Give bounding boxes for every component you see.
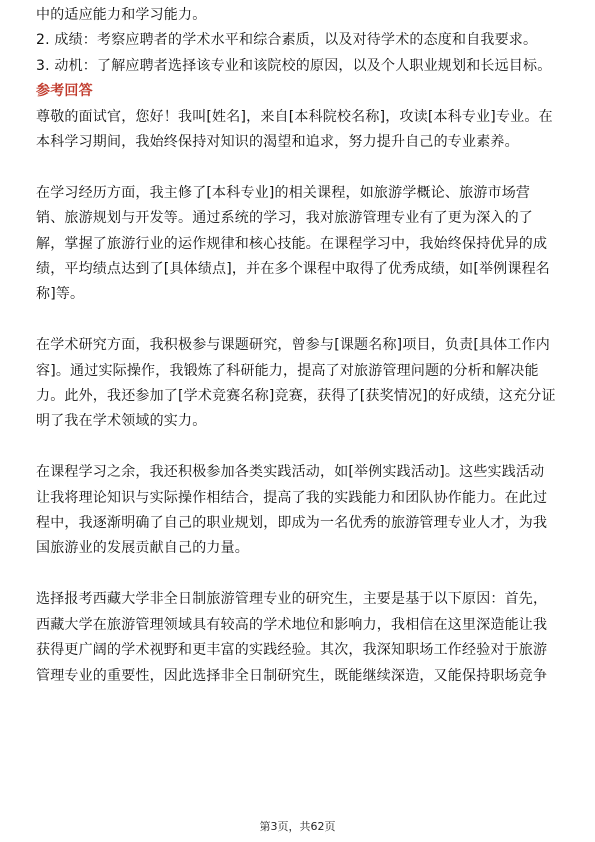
paragraph-study-experience: 在学习经历方面，我主修了[本科专业]的相关课程，如旅游学概论、旅游市场营销、旅游规划与开发等。通过系统的学习，我对旅游管理专业有了更为深入的了解，掌握了旅游行业的运作规律和核心技能。在课程学习中，我始终保持优异的成绩，平均绩点达到了[具体绩点]，并在多个课程中取得了优秀成绩，如[举例课程名称]等。 [36, 184, 550, 303]
section-heading: 参考回答 [36, 83, 93, 100]
paragraph-spacer [36, 308, 558, 333]
list-item-score: 2. 成绩：考察应聘者的学术水平和综合素质，以及对待学术的态度和自我要求。 [36, 32, 538, 49]
paragraph-practice: 在课程学习之余，我还积极参加各类实践活动，如[举例实践活动]。这些实践活动让我将理论知识与实际操作相结合，提高了我的实践能力和团队协作能力。在此过程中，我逐渐明确了自己的职业规划，即成为一名优秀的旅游管理专业人才，为我国旅游业的发展贡献自己的力量。 [36, 464, 548, 557]
paragraph-spacer [36, 155, 558, 180]
page-content [36, 3, 558, 689]
paragraph-greeting: 尊敬的面试官，您好！我叫[姓名]，来自[本科院校名称]，攻读[本科专业]专业。在本科学习期间，我始终保持对知识的渴望和追求，努力提升自己的专业素养。 [36, 108, 553, 151]
paragraph-spacer [36, 435, 558, 460]
page-footer: 第3页，共62页 [259, 820, 336, 833]
paragraph-reason: 选择报考西藏大学非全日制旅游管理专业的研究生，主要是基于以下原因：首先，西藏大学在旅游管理领域具有较高的学术地位和影响力，我相信在这里深造能让我获得更广阔的学术视野和更丰富的实践经验。其次，我深知职场工作经验对于旅游管理专业的重要性，因此选择非全日制研究生，既能继续深造，又能保持职场竞争 [36, 591, 548, 684]
list-item-motivation: 3. 动机：了解应聘者选择该专业和该院校的原因，以及个人职业规划和长远目标。 [36, 57, 552, 74]
paragraph-intro-tail: 中的适应能力和学习能力。 [36, 7, 207, 23]
paragraph-spacer [36, 562, 558, 587]
paragraph-research: 在学术研究方面，我积极参与课题研究，曾参与[课题名称]项目，负责[具体工作内容]。通过实际操作，我锻炼了科研能力，提高了对旅游管理问题的分析和解决能力。此外，我还参加了[学术竞赛名称]竞赛，获得了[获奖情况]的好成绩，这充分证明了我在学术领域的实力。 [36, 337, 556, 430]
